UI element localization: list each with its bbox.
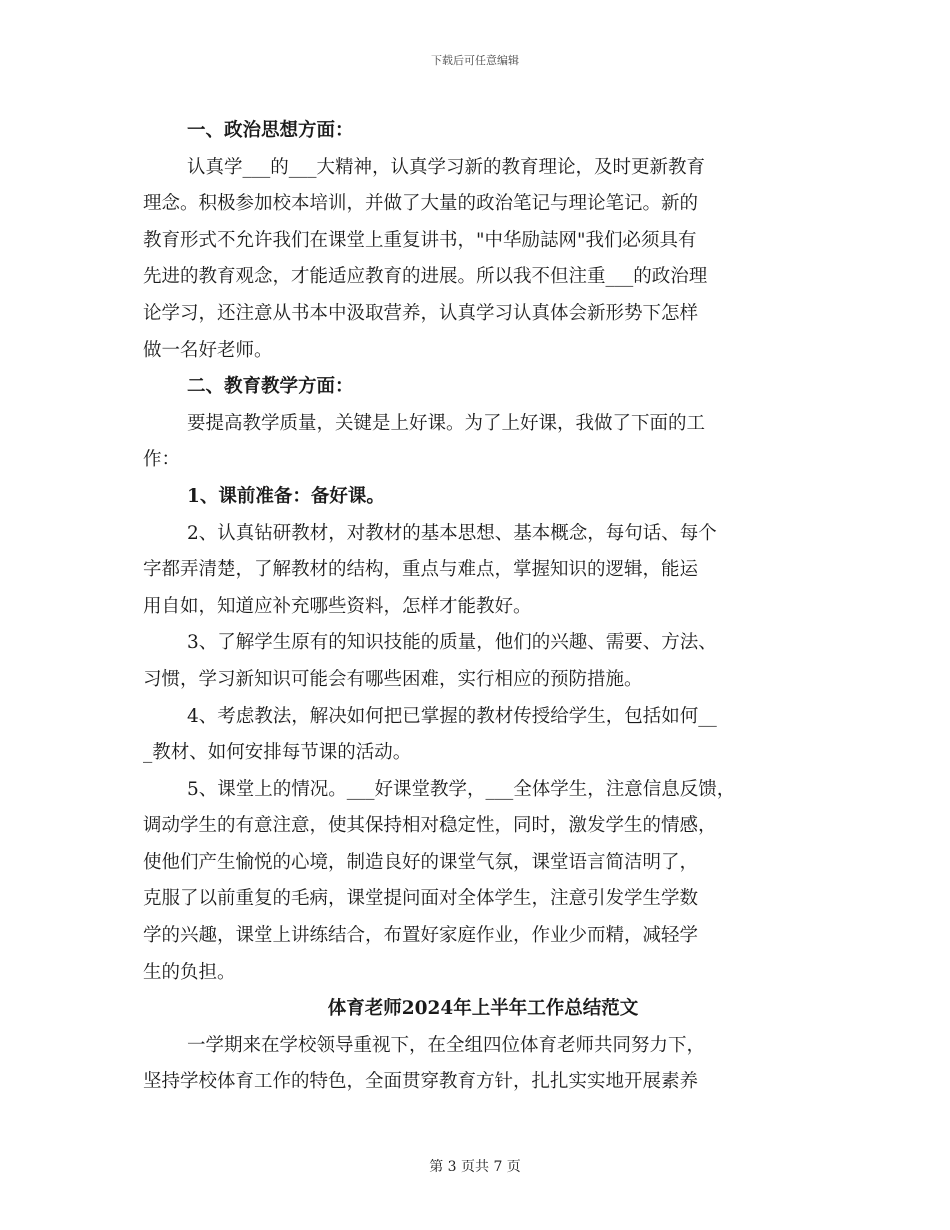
body-line: 调动学生的有意注意，使其保持相对稳定性，同时，激发学生的情感， <box>143 815 717 837</box>
body-line: 教育形式不允许我们在课堂上重复讲书，"中华励誌网"我们必须具有 <box>143 229 697 251</box>
body-line: 习惯，学习新知识可能会有哪些困难，实行相应的预防措施。 <box>143 668 643 690</box>
document-body <box>143 113 823 1101</box>
subsection-heading: 1、课前准备：备好课。 <box>187 485 385 507</box>
body-line: 理念。积极参加校本培训，并做了大量的政治笔记与理论笔记。新的 <box>143 193 699 215</box>
page-header-note: 下载后可任意编辑 <box>431 54 519 67</box>
document-title: 体育老师2024年上半年工作总结范文 <box>327 998 639 1020</box>
body-line: 字都弄清楚，了解教材的结构，重点与难点，掌握知识的逻辑，能运 <box>143 559 699 581</box>
body-line: 5、课堂上的情况。___好课堂教学，___全体学生，注意信息反馈， <box>187 778 736 800</box>
body-line: 学的兴趣，课堂上讲练结合，布置好家庭作业，作业少而精，减轻学 <box>143 925 699 947</box>
body-line: 认真学___的___大精神，认真学习新的教育理论，及时更新教育 <box>187 156 706 178</box>
body-line: 4、考虑教法，解决如何把已掌握的教材传授给学生，包括如何__ <box>187 705 717 727</box>
body-line: 一学期来在学校领导重视下，在全组四位体育老师共同努力下， <box>187 1034 706 1056</box>
body-line: 作： <box>143 449 181 471</box>
body-line: 2、认真钻研教材，对教材的基本思想、基本概念，每句话、每个 <box>187 522 717 544</box>
body-line: 克服了以前重复的毛病，课堂提问面对全体学生，注意引发学生学数 <box>143 888 699 910</box>
body-line: 论学习，还注意从书本中汲取营养，认真学习认真体会新形势下怎样 <box>143 302 699 324</box>
body-line: 生的负担。 <box>143 961 236 983</box>
body-line: 用自如，知道应补充哪些资料，怎样才能教好。 <box>143 595 532 617</box>
body-line: _教材、如何安排每节课的活动。 <box>143 742 412 764</box>
body-line: 做一名好老师。 <box>143 339 273 361</box>
body-line: 坚持学校体育工作的特色，全面贯穿教育方针，扎扎实实地开展素养 <box>143 1071 699 1093</box>
body-line: 3、了解学生原有的知识技能的质量，他们的兴趣、需要、方法、 <box>187 632 717 654</box>
section-heading: 二、教育教学方面： <box>187 376 354 398</box>
page-number: 第 3 页共 7 页 <box>429 1159 521 1175</box>
body-line: 要提高教学质量，关键是上好课。为了上好课，我做了下面的工 <box>187 412 706 434</box>
section-heading: 一、政治思想方面： <box>187 120 354 141</box>
body-line: 使他们产生愉悦的心境，制造良好的课堂气氛，课堂语言简洁明了， <box>143 851 699 873</box>
body-line: 先进的教育观念，才能适应教育的进展。所以我不但注重___的政治理 <box>143 266 708 288</box>
